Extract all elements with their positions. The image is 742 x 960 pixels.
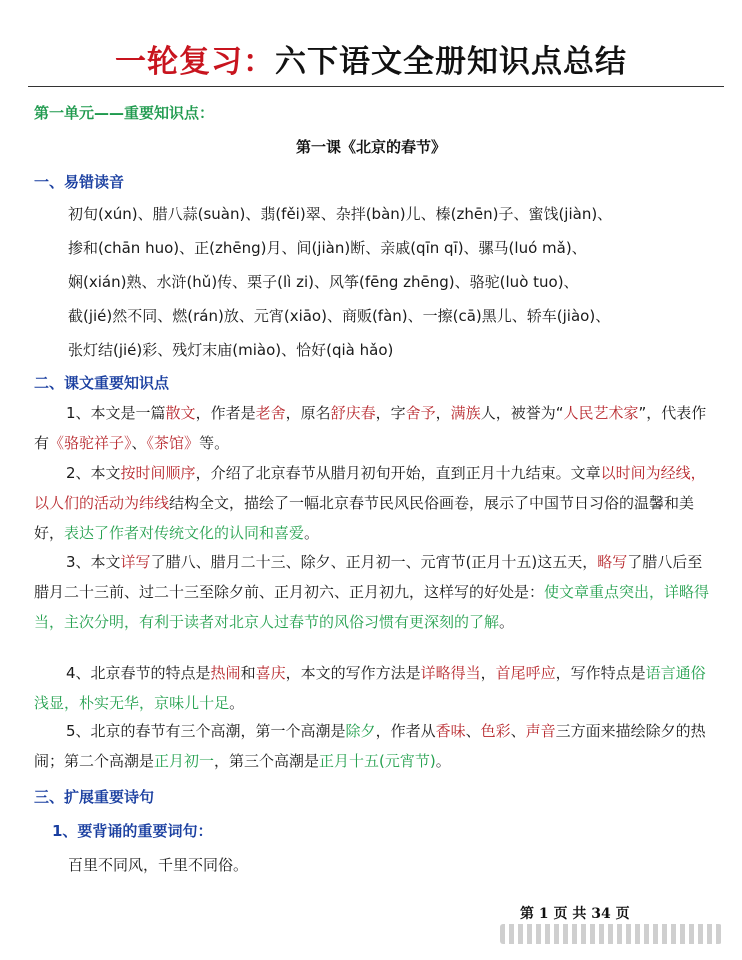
- key-phrase: 京味儿十足: [154, 694, 230, 712]
- key-term: 喜庆: [255, 664, 286, 682]
- key-phrase: 正月初一: [154, 752, 215, 770]
- text: ，: [480, 664, 496, 682]
- text: 4、北京春节的特点是: [66, 664, 211, 682]
- key-phrase: 正月十五(元宵节): [319, 752, 436, 770]
- page-title-main: 六下语文全册知识点总结: [275, 44, 627, 80]
- key-phrase: 使文章重点突出，详略得当，主次分明，有利于读者对北京人过春节的风俗习惯有更深刻的了解: [34, 583, 710, 631]
- key-phrase: 除夕: [345, 722, 376, 740]
- text: 人，被誉为“: [480, 404, 564, 422]
- section-heading-pronunciation: 一、易错读音: [34, 173, 125, 191]
- key-term: 《骆驼祥子》: [49, 434, 132, 452]
- text: 、: [510, 722, 526, 740]
- title-divider: [28, 86, 724, 87]
- text: 结构全文，描绘了一幅北京春节民风民俗画卷，展示了中国节日习俗的温馨和美好，: [34, 494, 695, 542]
- key-term: 色彩: [480, 722, 511, 740]
- pronunciation-line: 初旬(xún)、腊八蒜(suàn)、翡(fěi)翠、杂拌(bàn)儿、榛(zhēn)子、蜜饯(jiàn)、: [68, 205, 613, 223]
- lesson-title: 第一课《北京的春节》: [295, 138, 446, 156]
- page-number: 第 1 页 共 34 页: [520, 906, 630, 922]
- key-term: 声音: [525, 722, 556, 740]
- key-term: 详略得当: [420, 664, 481, 682]
- text: 、: [465, 722, 481, 740]
- poem-line: 百里不同风，千里不同俗。: [68, 856, 249, 874]
- unit-heading: 第一单元——重要知识点：: [34, 104, 215, 122]
- section-heading-knowledge: 二、课文重要知识点: [34, 374, 170, 392]
- text: ，第三个高潮是: [214, 752, 320, 770]
- text: ，: [690, 464, 706, 482]
- page-title: [0, 42, 742, 82]
- text: 了腊八、腊月二十三、除夕、正月初一、元宵节(正月十五)这五天，: [150, 553, 598, 571]
- key-phrase: 语言通俗浅显: [34, 664, 706, 712]
- key-term: 以人们的活动为纬线: [34, 494, 170, 512]
- text: ，: [64, 694, 80, 712]
- key-term: 满族: [450, 404, 481, 422]
- text: ”，代表作有: [34, 404, 707, 452]
- key-term: 《茶馆》: [146, 434, 200, 452]
- text: 5、北京的春节有三个高潮，第一个高潮是: [66, 722, 346, 740]
- text: 等。: [199, 434, 230, 452]
- key-phrase: 表达了作者对传统文化的认同和喜爱: [64, 524, 305, 542]
- pronunciation-line: 掺和(chān huo)、正(zhēng)月、间(jiàn)断、亲戚(qīn qī)、骡马(luó mǎ)、: [68, 239, 587, 257]
- key-phrase: 朴实无华: [79, 694, 140, 712]
- text: 、: [131, 434, 147, 452]
- text: 和: [240, 664, 256, 682]
- pronunciation-line: 张灯结(jié)彩、残灯末庙(miào)、恰好(qià hǎo): [68, 341, 394, 359]
- text: 三方面来描绘除夕的热闹；第二个高潮是: [34, 722, 706, 770]
- knowledge-paragraph-2: [34, 458, 714, 548]
- knowledge-paragraph-5: [34, 716, 714, 776]
- text: 。: [304, 524, 320, 542]
- pronunciation-line: 娴(xián)熟、水浒(hǔ)传、栗子(lì zi)、风筝(fēng zhēng)、骆驼(luò tuo)、: [68, 273, 579, 291]
- text: 3、本文: [66, 553, 121, 571]
- text: 。: [499, 613, 515, 631]
- key-term: 以时间为经线: [600, 464, 691, 482]
- text: ，字: [375, 404, 406, 422]
- key-term: 香味: [435, 722, 466, 740]
- knowledge-paragraph-1: [34, 398, 714, 458]
- key-term: 老舍: [255, 404, 286, 422]
- key-term: 略写: [597, 553, 628, 571]
- knowledge-paragraph-4: [34, 658, 714, 718]
- text: ，写作特点是: [555, 664, 646, 682]
- section-heading-poems: 三、扩展重要诗句: [34, 788, 155, 806]
- sub-heading: 1、要背诵的重要词句：: [52, 822, 213, 840]
- watermark-strip: [500, 924, 722, 944]
- text: ，本文的写作方法是: [285, 664, 421, 682]
- key-term: 详写: [120, 553, 151, 571]
- key-term: 人民艺术家: [563, 404, 639, 422]
- text: ，作者从: [375, 722, 436, 740]
- text: ，: [435, 404, 451, 422]
- text: ，原名: [285, 404, 331, 422]
- text: 2、本文: [66, 464, 121, 482]
- knowledge-paragraph-3: [34, 547, 714, 637]
- key-term: 首尾呼应: [495, 664, 556, 682]
- text: ，介绍了北京春节从腊月初旬开始，直到正月十九结束。文章: [195, 464, 601, 482]
- text: 。: [435, 752, 451, 770]
- text: ，作者是: [195, 404, 256, 422]
- text: 了腊八后至腊月二十三前、过二十三至除夕前、正月初六、正月初九，这样写的好处是：: [34, 553, 703, 601]
- key-term: 按时间顺序: [120, 464, 196, 482]
- text: 1、本文是一篇: [66, 404, 166, 422]
- key-term: 散文: [165, 404, 196, 422]
- page-title-prefix: 一轮复习：: [115, 44, 275, 80]
- text: 。: [229, 694, 245, 712]
- key-term: 热闹: [210, 664, 241, 682]
- pronunciation-line: 截(jié)然不同、燃(rán)放、元宵(xiāo)、商贩(fàn)、一擦(cā)黑儿、轿车(jiào)、: [68, 307, 611, 325]
- key-term: 舍予: [405, 404, 436, 422]
- text: ，: [139, 694, 155, 712]
- key-term: 舒庆春: [330, 404, 376, 422]
